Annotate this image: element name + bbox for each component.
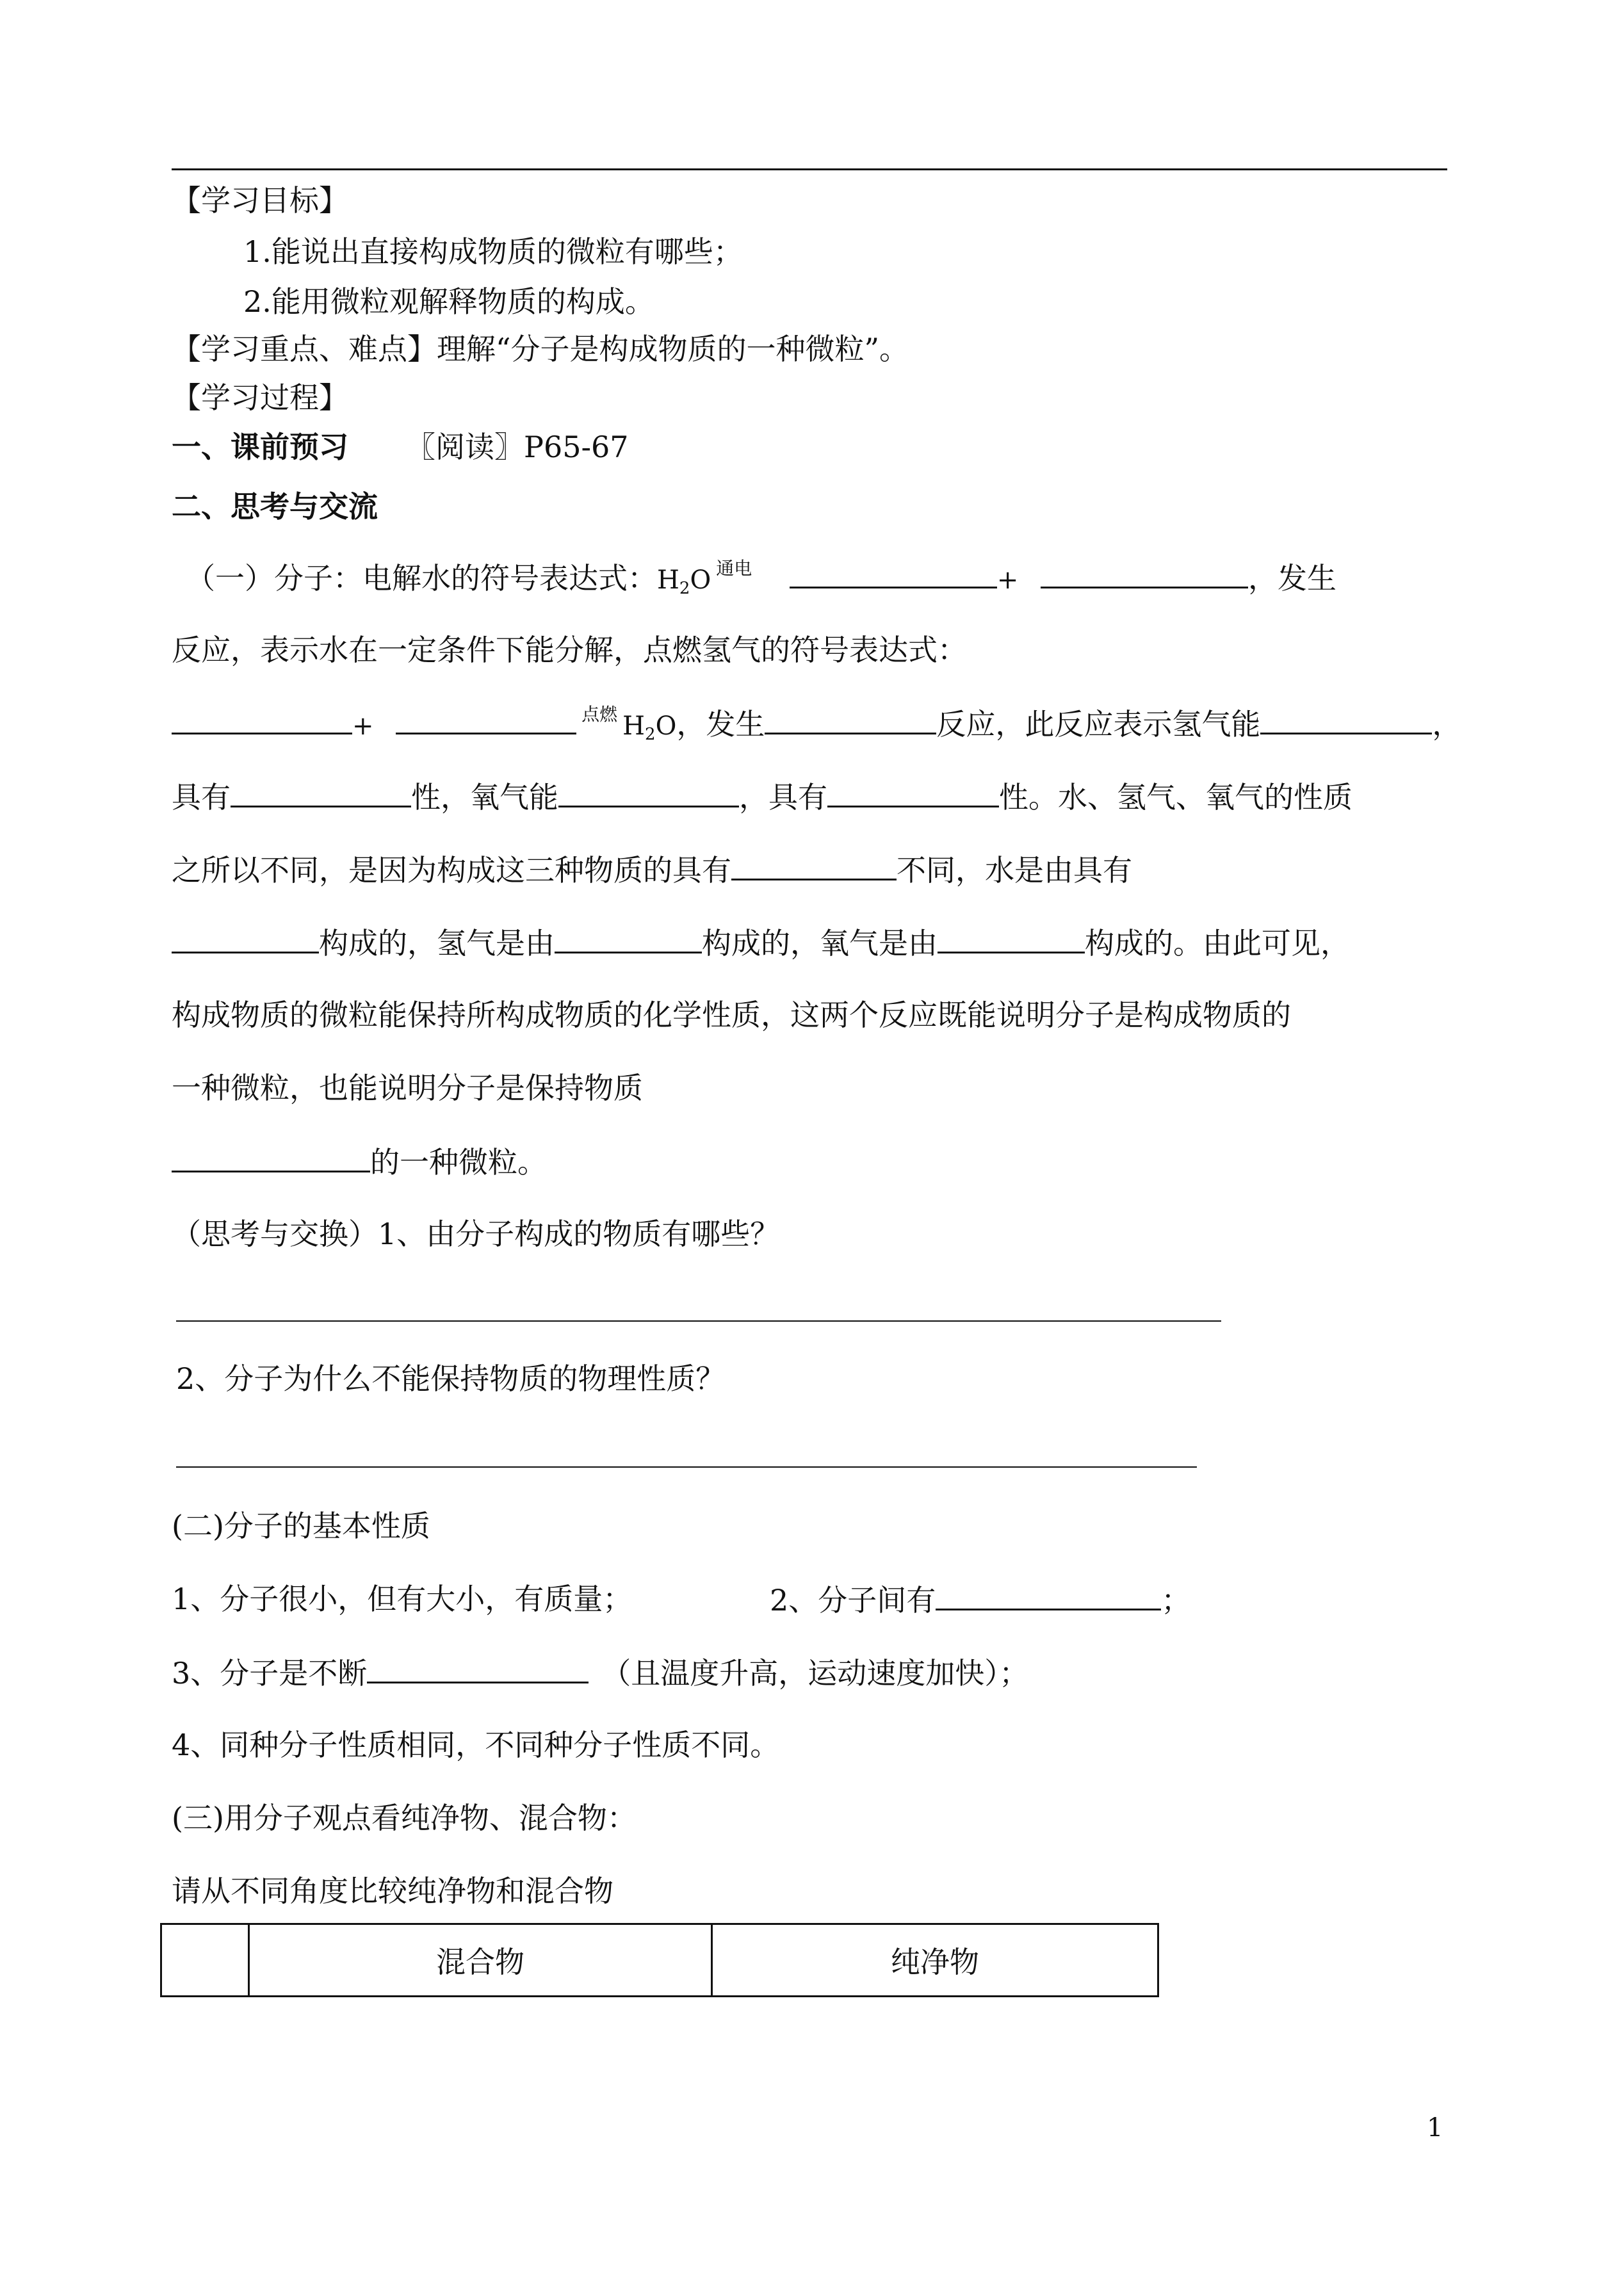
blank-motion[interactable] (367, 1657, 589, 1683)
header-rule (172, 168, 1447, 170)
table-header-row (161, 1924, 1158, 1997)
paragraph-line-1: （一）分子：电解水的符号表达式：H2O $^{通电}$ + ，发生 (186, 558, 1337, 598)
paragraph-line-3: + $^{点燃}$ H2O，发生 反应，此反应表示氢气能 ， (172, 708, 1461, 739)
paragraph-line-6: 构成的，氢气是由 构成的，氧气是由 构成的。由此可见， (172, 927, 1350, 958)
property-2: 2、分子间有 ； (770, 1583, 1191, 1618)
table-header-pure: 纯净物 (712, 1924, 1158, 1997)
blank-hydrogen-ability[interactable] (1260, 708, 1432, 734)
blank-hydrogen-property[interactable] (231, 781, 411, 807)
blank-oxygen-property[interactable] (827, 781, 999, 807)
section-c-title: (三)用分子观点看纯净物、混合物： (172, 1801, 637, 1835)
goal-2: 2.能用微粒观解释物质的构成。 (243, 284, 654, 319)
heading-process: 【学习过程】 (172, 380, 348, 415)
blank-intermolecular[interactable] (936, 1584, 1161, 1610)
answer-line-2[interactable] (176, 1466, 1197, 1468)
property-4: 4、同种分子性质相同，不同种分子性质不同。 (172, 1728, 780, 1762)
table-header-mixture: 混合物 (249, 1924, 712, 1997)
comparison-table (160, 1923, 1159, 1997)
heading-key-points: 【学习重点、难点】 (172, 332, 437, 366)
section-2-title: 二、思考与交流 (172, 489, 378, 524)
blank-particle-difference[interactable] (731, 854, 897, 880)
condition-electrolysis: 通电 (716, 558, 752, 579)
question-2: 2、分子为什么不能保持物质的物理性质？ (176, 1361, 726, 1396)
blank-oxygen-ability[interactable] (558, 781, 739, 807)
key-points-text: 理解“分子是构成物质的一种微粒”。 (437, 332, 909, 366)
paragraph-line-7: 构成物质的微粒能保持所构成物质的化学性质，这两个反应既能说明分子是构成物质的 (172, 998, 1291, 1032)
section-b-title: (二)分子的基本性质 (172, 1509, 430, 1543)
blank-oxygen-particle[interactable] (938, 927, 1085, 953)
property-1: 1、分子很小，但有大小，有质量； (172, 1582, 633, 1616)
paragraph-line-4: 具有 性，氧气能 ，具有 性。水、氢气、氧气的性质 (172, 780, 1352, 815)
blank-preserved-property[interactable] (172, 1146, 370, 1172)
blank-water-particle[interactable] (172, 927, 319, 953)
paragraph-line-2: 反应，表示水在一定条件下能分解，点燃氢气的符号表达式： (172, 633, 967, 667)
section-1-line (172, 432, 629, 462)
paragraph-line-5: 之所以不同，是因为构成这三种物质的具有 不同，水是由具有 (172, 853, 1132, 888)
blank-reactant-1[interactable] (172, 708, 352, 734)
table-corner-cell (161, 1924, 249, 1997)
goal-1: 1.能说出直接构成物质的微粒有哪些； (243, 234, 743, 269)
blank-product-2[interactable] (1041, 562, 1248, 588)
key-points-line (172, 334, 909, 364)
paragraph-line-9: 的一种微粒。 (172, 1146, 547, 1177)
answer-line-1[interactable] (176, 1320, 1221, 1322)
blank-hydrogen-particle[interactable] (555, 927, 702, 953)
page-number: 1 (1427, 2113, 1443, 2143)
compare-prompt: 请从不同角度比较纯净物和混合物 (172, 1874, 613, 1908)
blank-reaction-type[interactable] (765, 708, 936, 734)
section-1-reading: 〖阅读〗P65-67 (406, 430, 629, 464)
question-1: （思考与交换）1、由分子构成的物质有哪些？ (172, 1217, 780, 1251)
property-3: 3、分子是不断 （且温度升高，运动速度加快）； (172, 1656, 1029, 1691)
blank-product-1[interactable] (790, 562, 997, 588)
blank-reactant-2[interactable] (396, 708, 576, 734)
section-1-title: 一、课前预习 (172, 430, 348, 464)
heading-goals: 【学习目标】 (172, 183, 348, 218)
paragraph-line-8: 一种微粒，也能说明分子是保持物质 (172, 1071, 643, 1105)
condition-ignition: 点燃 (581, 704, 618, 725)
